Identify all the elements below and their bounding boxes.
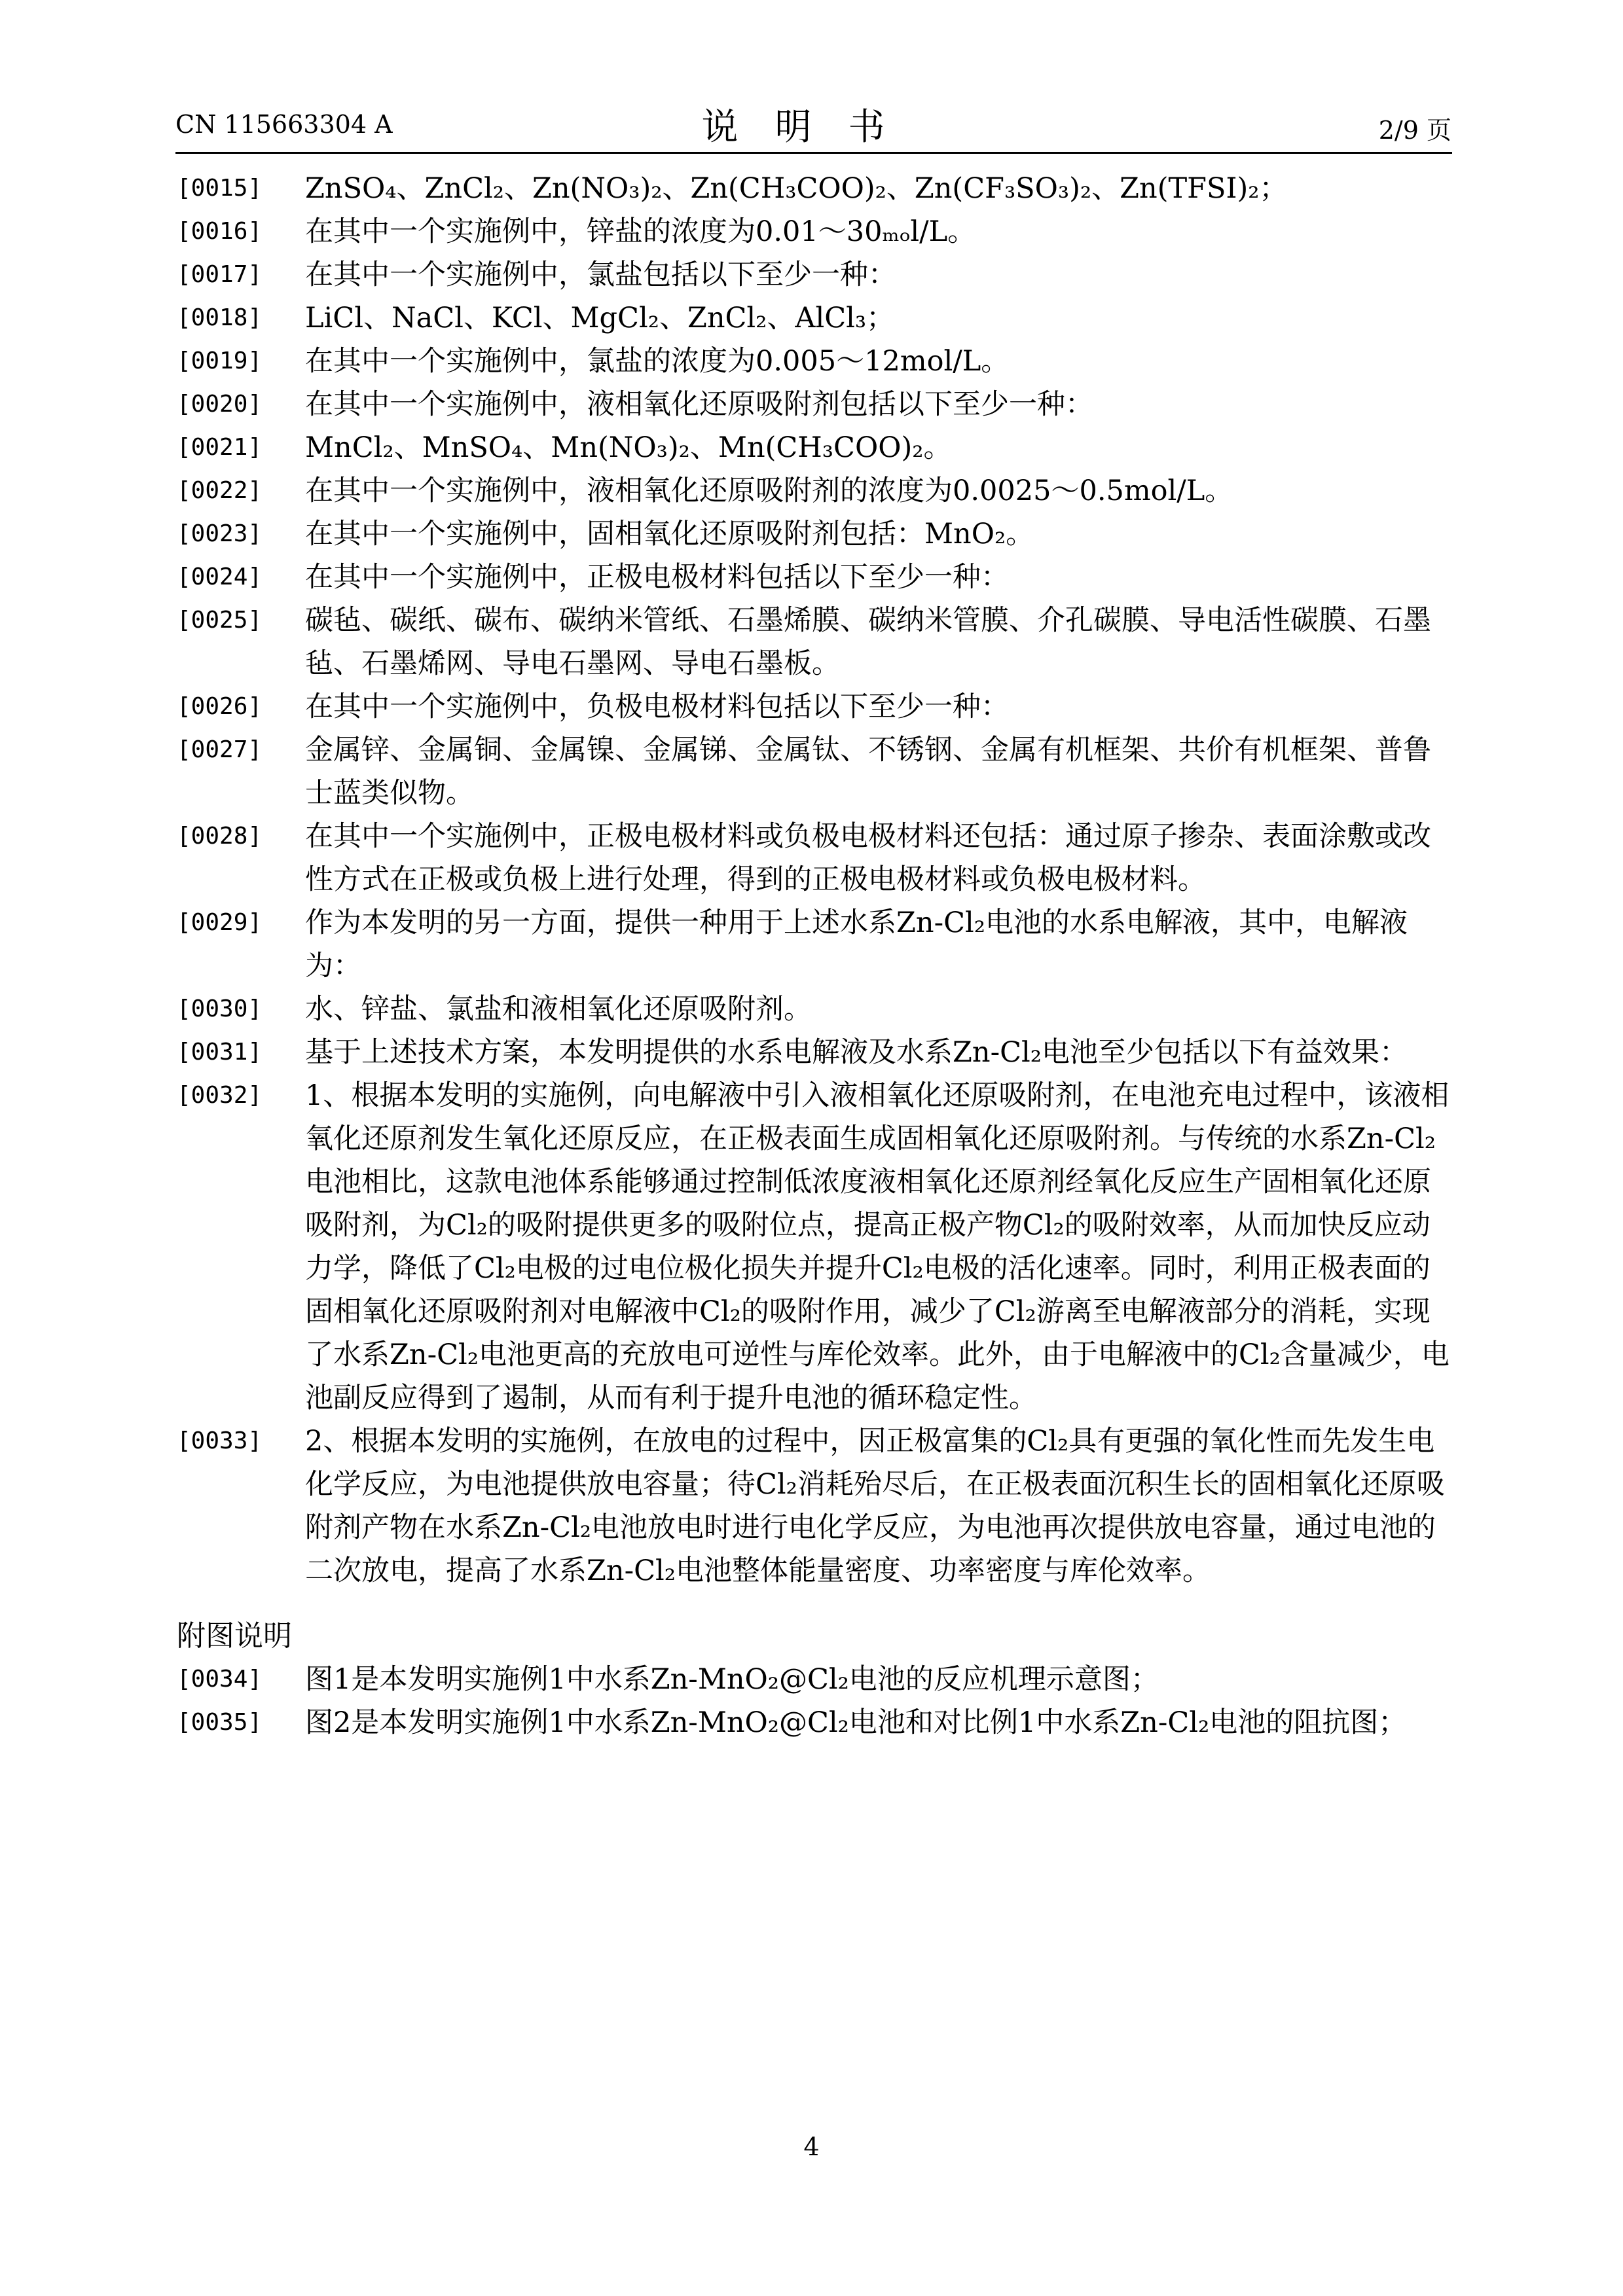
paragraph xyxy=(177,685,1452,728)
paragraph-number: [0020] xyxy=(177,391,263,418)
paragraph-text: 在其中一个实施例中，氯盐包括以下至少一种： xyxy=(305,259,896,291)
paragraph-number: [0033] xyxy=(177,1427,263,1454)
paragraph xyxy=(177,426,1452,469)
paragraph-text: 金属锌、金属铜、金属镍、金属锑、金属钛、不锈钢、金属有机框架、共价有机框架、普鲁士蓝类似物。 xyxy=(305,734,1431,810)
paragraph xyxy=(177,1420,1452,1592)
paragraph-number: [0026] xyxy=(177,693,263,720)
paragraph xyxy=(177,1074,1452,1420)
publication-number: CN 115663304 A xyxy=(175,110,393,139)
paragraph-text: 图2是本发明实施例1中水系Zn-MnO₂@Cl₂电池和对比例1中水系Zn-Cl₂电池的阻抗图； xyxy=(305,1706,1407,1739)
paragraph xyxy=(177,167,1452,210)
paragraph-number: [0030] xyxy=(177,996,263,1022)
paragraph-text: 在其中一个实施例中，锌盐的浓度为0.01～30ₘₒl/L。 xyxy=(305,215,976,248)
paragraph-text: 在其中一个实施例中，正极电极材料或负极电极材料还包括：通过原子掺杂、表面涂敷或改性方式在正极或负极上进行处理，得到的正极电极材料或负极电极材料。 xyxy=(305,820,1431,896)
section-heading: 附图说明 xyxy=(177,1619,292,1653)
paragraph-number: [0032] xyxy=(177,1082,263,1109)
paragraph-number: [0021] xyxy=(177,434,263,461)
paragraph-text: 2、根据本发明的实施例，在放电的过程中，因正极富集的Cl₂具有更强的氧化性而先发生电化学反应，为电池提供放电容量；待Cl₂消耗殆尽后，在正极表面沉积生长的固相氧化还原吸附剂产物在水系Zn-Cl₂电池放电时进行电化学反应，为电池再次提供放电容量，通过电池的二次放电，提高了水系Zn-Cl₂电池整体能量密度、功率密度与库伦效率。 xyxy=(305,1425,1445,1587)
paragraph-text: 基于上述技术方案，本发明提供的水系电解液及水系Zn-Cl₂电池至少包括以下有益效果： xyxy=(305,1036,1408,1069)
paragraph xyxy=(177,1701,1452,1744)
paragraph xyxy=(177,901,1452,988)
document-body xyxy=(177,167,1452,1744)
paragraph-text: 1、根据本发明的实施例，向电解液中引入液相氧化还原吸附剂，在电池充电过程中，该液相氧化还原剂发生氧化还原反应，在正极表面生成固相氧化还原吸附剂。与传统的水系Zn-Cl₂电池相比，这款电池体系能够通过控制低浓度液相氧化还原剂经氧化反应生产固相氧化还原吸附剂，为Cl₂的吸附提供更多的吸附位点，提高正极产物Cl₂的吸附效率，从而加快反应动力学，降低了Cl₂电极的过电位极化损失并提升Cl₂电极的活化速率。同时，利用正极表面的固相氧化还原吸附剂对电解液中Cl₂的吸附作用，减少了Cl₂游离至电解液部分的消耗，实现了水系Zn-Cl₂电池更高的充放电可逆性与库伦效率。此外，由于电解液中的Cl₂含量减少，电池副反应得到了遏制，从而有利于提升电池的循环稳定性。 xyxy=(305,1079,1450,1414)
paragraph-number: [0016] xyxy=(177,218,263,245)
paragraph-text: 在其中一个实施例中，正极电极材料包括以下至少一种： xyxy=(305,561,1009,594)
paragraph-text: 在其中一个实施例中，负极电极材料包括以下至少一种： xyxy=(305,691,1009,723)
paragraph xyxy=(177,815,1452,901)
paragraph-number: [0024] xyxy=(177,564,263,590)
paragraph-number: [0028] xyxy=(177,823,263,850)
paragraph-text: 作为本发明的另一方面，提供一种用于上述水系Zn-Cl₂电池的水系电解液，其中，电解液为： xyxy=(305,906,1408,982)
paragraph xyxy=(177,210,1452,253)
paragraph xyxy=(177,253,1452,296)
page-info: 2/9 页 xyxy=(1378,116,1451,145)
paragraph-number: [0031] xyxy=(177,1039,263,1066)
paragraph xyxy=(177,599,1452,685)
paragraph-number: [0035] xyxy=(177,1709,263,1736)
paragraph-number: [0017] xyxy=(177,261,263,288)
paragraph-text: 水、锌盐、氯盐和液相氧化还原吸附剂。 xyxy=(305,993,812,1026)
paragraph-number: [0029] xyxy=(177,909,263,936)
paragraph-number: [0027] xyxy=(177,736,263,763)
paragraph xyxy=(177,512,1452,556)
paragraph xyxy=(177,296,1452,340)
paragraph xyxy=(177,988,1452,1031)
paragraph-text: MnCl₂、MnSO₄、Mn(NO₃)₂、Mn(CH₃COO)₂。 xyxy=(305,431,952,464)
paragraph-text: 在其中一个实施例中，氯盐的浓度为0.005～12mol/L。 xyxy=(305,345,1010,378)
paragraph-number: [0019] xyxy=(177,348,263,374)
paragraph-text: 碳毡、碳纸、碳布、碳纳米管纸、石墨烯膜、碳纳米管膜、介孔碳膜、导电活性碳膜、石墨毡、石墨烯网、导电石墨网、导电石墨板。 xyxy=(305,604,1431,680)
paragraph-number: [0025] xyxy=(177,607,263,634)
paragraph-number: [0015] xyxy=(177,175,263,202)
paragraph xyxy=(177,1658,1452,1701)
paragraph-text: 在其中一个实施例中，液相氧化还原吸附剂包括以下至少一种： xyxy=(305,388,1093,421)
paragraph-text: ZnSO₄、ZnCl₂、Zn(NO₃)₂、Zn(CH₃COO)₂、Zn(CF₃SO₃)₂、Zn(TFSI)₂； xyxy=(305,172,1288,205)
paragraph-number: [0034] xyxy=(177,1666,263,1693)
paragraph-number: [0022] xyxy=(177,477,263,504)
paragraph xyxy=(177,340,1452,383)
header-rule xyxy=(175,152,1452,154)
paragraph-text: 在其中一个实施例中，固相氧化还原吸附剂包括：MnO₂。 xyxy=(305,518,1034,550)
paragraph-number: [0023] xyxy=(177,520,263,547)
document-title: 说明书 xyxy=(701,106,922,149)
paragraph-text: 在其中一个实施例中，液相氧化还原吸附剂的浓度为0.0025～0.5mol/L。 xyxy=(305,475,1233,507)
paragraph-text: 图1是本发明实施例1中水系Zn-MnO₂@Cl₂电池的反应机理示意图； xyxy=(305,1663,1159,1696)
page-number: 4 xyxy=(803,2132,820,2161)
paragraph xyxy=(177,1031,1452,1074)
paragraph-text: LiCl、NaCl、KCl、MgCl₂、ZnCl₂、AlCl₃； xyxy=(305,302,895,334)
paragraph-number: [0018] xyxy=(177,304,263,331)
paragraph xyxy=(177,556,1452,599)
paragraph xyxy=(177,728,1452,815)
paragraph xyxy=(177,469,1452,512)
paragraph xyxy=(177,383,1452,426)
